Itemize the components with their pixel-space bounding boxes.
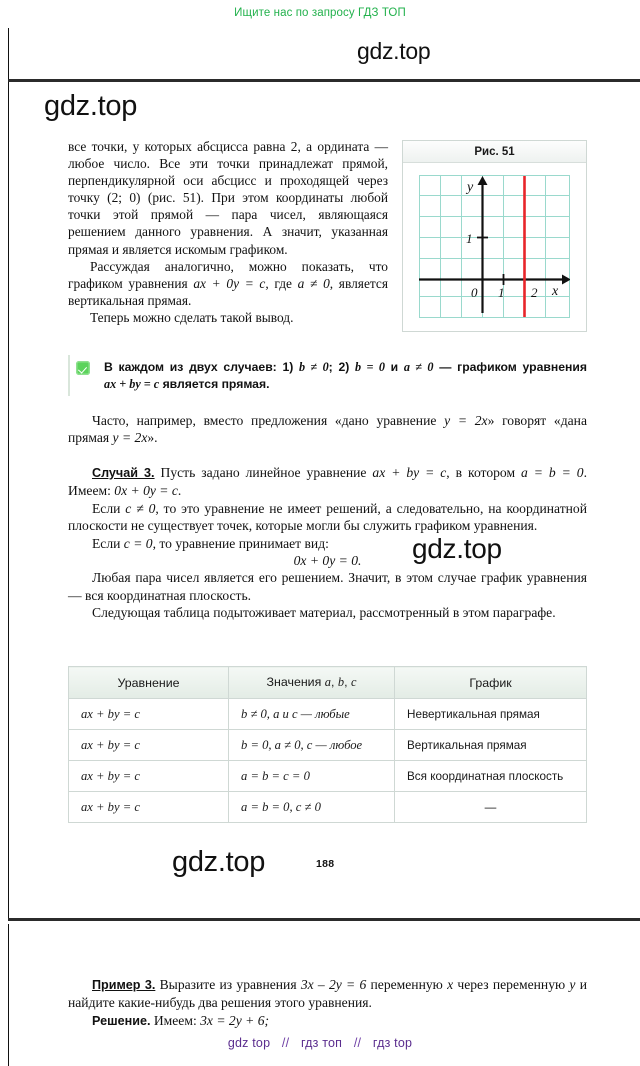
cell-values xyxy=(229,730,395,761)
promo-banner-text: Ищите нас по запросу ГДЗ ТОП xyxy=(234,7,406,19)
table-row xyxy=(69,699,587,730)
cell-graph: Вся координатная плоскость xyxy=(395,761,587,792)
paragraph-c-zero xyxy=(68,535,587,552)
case3-equation: ax + by = c xyxy=(372,465,447,480)
table-header-values: Значения a, b, c xyxy=(229,667,395,699)
table-body xyxy=(69,699,587,823)
case3-c: . Имеем: xyxy=(68,465,587,499)
callout-b4: ax + by = c xyxy=(104,376,160,391)
often-post: ». xyxy=(147,430,158,446)
paragraph-solution xyxy=(68,1012,587,1030)
cell-equation-text: ax + by = c xyxy=(81,706,140,721)
page-divider-bottom xyxy=(8,918,640,921)
cell-values xyxy=(229,761,395,792)
page-divider-top xyxy=(8,79,640,82)
example3-var2: y xyxy=(569,977,576,992)
svg-text:1: 1 xyxy=(498,285,505,300)
page-number: 188 xyxy=(316,858,335,870)
often-pre: Часто, например, вместо предложения «дано уравнение xyxy=(92,413,445,428)
body-text-top-column xyxy=(68,138,388,326)
coordinate-grid xyxy=(419,175,570,318)
callout-b3: a ≠ 0 xyxy=(403,360,434,374)
cell-equation xyxy=(69,761,229,792)
body-text-example xyxy=(68,976,587,1030)
cell-graph: — xyxy=(395,792,587,823)
solution-equation: 3x = 2y + 6; xyxy=(200,1012,270,1028)
figure-caption: Рис. 51 xyxy=(403,141,586,163)
solution-label: Решение. xyxy=(92,1013,151,1028)
watermark-left: gdz.top xyxy=(44,90,138,122)
watermark-bottom: gdz.top xyxy=(172,846,266,878)
display-equation xyxy=(68,552,587,569)
footer-link-gdz-top-mixed[interactable]: гдз top xyxy=(372,1036,413,1050)
svg-text:x: x xyxy=(552,284,559,299)
often-mid: » говорят «дана прямая xyxy=(68,413,587,446)
example3-a: Выразите из уравнения xyxy=(155,977,301,992)
para2-condition: a ≠ 0 xyxy=(297,275,330,291)
body-text-case3 xyxy=(68,464,587,622)
table-row xyxy=(69,792,587,823)
paragraph-any-pair: Любая пара чисел является его решением. Значит, в этом случае график уравнения — вся координатная плоскость. xyxy=(68,570,587,603)
ceq0-post: , то уравнение принимает вид: xyxy=(152,535,329,551)
example3-c: через переменную xyxy=(453,977,570,992)
watermark-middle: gdz.top xyxy=(412,533,502,564)
body-text-often xyxy=(68,412,587,447)
callout-a: В каждом из двух случаев: 1) xyxy=(104,360,300,374)
example3-equation: 3x – 2y = 6 xyxy=(300,977,367,992)
cell-values-text: b ≠ 0, a и c — любые xyxy=(241,706,350,721)
case3-equation2: 0x + 0y = c xyxy=(114,483,178,499)
summary-table xyxy=(68,666,587,823)
cell-graph: Невертикальная прямая xyxy=(395,699,587,730)
svg-text:y: y xyxy=(467,180,474,195)
callout-b1: b ≠ 0 xyxy=(299,360,329,374)
callout-b2: b = 0 xyxy=(355,360,385,374)
solution-text: Имеем: xyxy=(150,1012,201,1028)
case3-b: , в котором xyxy=(446,465,522,480)
paragraph-often xyxy=(68,412,587,447)
callout-text xyxy=(104,359,587,392)
example3-b: переменную xyxy=(366,977,448,992)
cell-equation xyxy=(69,730,229,761)
callout-c: и xyxy=(384,360,404,374)
paragraph-points: все точки, у которых абсцисса равна 2, а ордината — любое число. Все эти точки принадлежат прямой, перпендикулярной оси абсцисс и проходящей через точку (2; 0) (рис. 51). При этом координаты любой точки этой прямой — пара чисел, являющаяся решением данного уравнения. А значит, указанная прямая и является искомым графиком. xyxy=(68,139,388,257)
ceq0-pre: Если xyxy=(92,535,124,551)
cell-values-text: a = b = c = 0 xyxy=(241,768,310,783)
footer-links xyxy=(0,1036,640,1050)
callout-d: — графиком уравнения xyxy=(433,360,587,374)
cne0-post: , то это уравнение не имеет решений, а следовательно, на координатной плоскости не существует точек, которые могли бы служить графиком уравнения. xyxy=(68,500,588,534)
cell-values xyxy=(229,699,395,730)
cell-graph: Вертикальная прямая xyxy=(395,730,587,761)
table-head xyxy=(69,667,587,699)
promo-banner xyxy=(0,0,640,26)
figure-ris-51 xyxy=(402,140,587,332)
para2-equation: ax + 0y = c xyxy=(193,275,266,291)
callout-b: ; 2) xyxy=(328,360,356,374)
cell-equation xyxy=(69,792,229,823)
cell-values-text: b = 0, a ≠ 0, c — любое xyxy=(241,737,363,752)
figure-plot-area xyxy=(403,163,586,332)
para2-post: , является вертикальная прямая. xyxy=(68,275,389,308)
paragraph-conclusion: Теперь можно сделать такой вывод. xyxy=(90,309,294,325)
cell-equation-text: ax + by = c xyxy=(81,799,140,814)
svg-text:0: 0 xyxy=(471,285,478,300)
footer-link-gdz-top[interactable]: gdz top xyxy=(227,1036,271,1050)
case3-condition: a = b = 0 xyxy=(521,465,584,480)
table-header-graph: График xyxy=(395,667,587,699)
cne0-eq: c ≠ 0 xyxy=(125,500,156,516)
check-badge-icon xyxy=(76,361,90,375)
coordinate-plane-svg xyxy=(419,175,570,318)
paragraph-case3 xyxy=(68,464,587,500)
ceq0-eq: c = 0 xyxy=(123,535,153,551)
case3-label: Случай 3. xyxy=(92,466,155,480)
example3-label: Пример 3. xyxy=(92,978,156,992)
table-header-values-text: Значения xyxy=(266,675,325,689)
footer-link-gdz-top-ru[interactable]: гдз топ xyxy=(300,1036,343,1050)
svg-text:1: 1 xyxy=(466,231,473,246)
example3-var1: x xyxy=(447,977,454,992)
table-row xyxy=(69,761,587,792)
svg-text:2: 2 xyxy=(531,285,538,300)
watermark-top: gdz.top xyxy=(357,38,431,64)
paragraph-analogous xyxy=(68,258,388,309)
cell-equation-text: ax + by = c xyxy=(81,737,140,752)
table-header-equation: Уравнение xyxy=(69,667,229,699)
cell-equation-text: ax + by = c xyxy=(81,768,140,783)
para2-mid: , где xyxy=(265,275,298,291)
case3-d: . xyxy=(177,483,182,499)
para2-pre: Рассуждая аналогично, можно показать, что графиком уравнения xyxy=(68,258,388,291)
often-eq2: y = 2x xyxy=(112,430,148,446)
callout-box xyxy=(68,355,587,396)
footer-separator-1: // xyxy=(281,1036,290,1050)
table-header-row xyxy=(69,667,587,699)
paragraph-example3 xyxy=(68,976,587,1012)
table-row xyxy=(69,730,587,761)
footer-separator-2: // xyxy=(353,1036,362,1050)
cell-values xyxy=(229,792,395,823)
cell-equation xyxy=(69,699,229,730)
paragraph-table-intro: Следующая таблица подытоживает материал, рассмотренный в этом параграфе. xyxy=(92,605,556,621)
paragraph-c-nonzero xyxy=(68,500,587,535)
cell-values-text: a = b = 0, c ≠ 0 xyxy=(241,799,321,814)
callout-e: является прямая. xyxy=(159,376,270,391)
often-eq1: y = 2x xyxy=(444,413,488,428)
case3-a: Пусть задано линейное уравнение xyxy=(154,465,373,480)
cne0-pre: Если xyxy=(92,500,126,516)
display-equation-text: 0x + 0y = 0. xyxy=(293,553,362,569)
example3-d: и найдите какие-нибудь два решения этого уравнения. xyxy=(68,977,587,1011)
